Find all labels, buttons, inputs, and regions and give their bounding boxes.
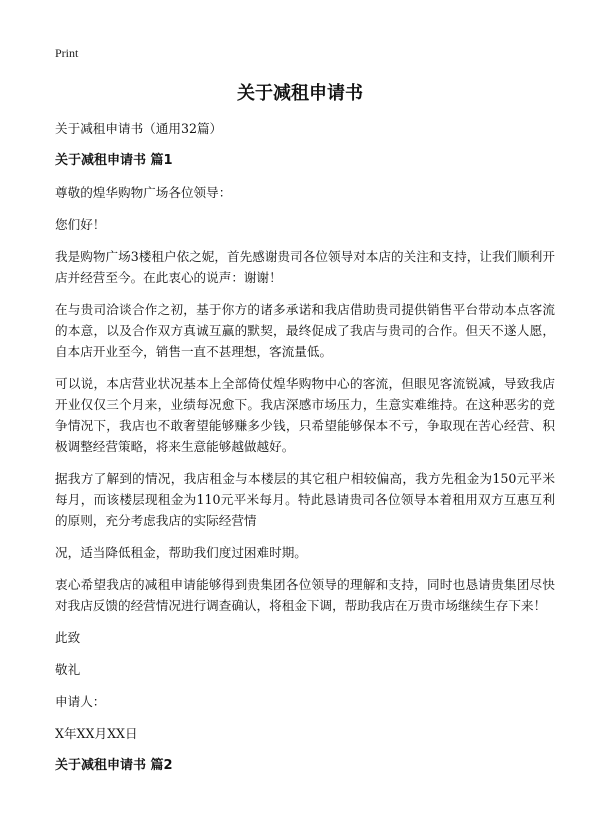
section-heading-2: 关于减租申请书 篇2 [55, 758, 173, 773]
paragraph-5: 况，适当降低租金，帮助我们度过困难时期。 [55, 545, 307, 560]
section-heading-1: 关于减租申请书 篇1 [55, 153, 173, 168]
closing-line-2: 敬礼 [55, 662, 81, 677]
subtitle: 关于减租申请书（通用32篇） [55, 121, 223, 136]
article-body [55, 118, 555, 787]
applicant-label: 申请人： [55, 694, 106, 709]
closing-line-1: 此致 [55, 630, 81, 645]
print-link[interactable]: Print [55, 46, 79, 60]
date-line: X年XX月XX日 [55, 726, 138, 741]
page-title: 关于减租申请书 [237, 83, 363, 104]
paragraph-2: 在与贵司洽谈合作之初，基于你方的诸多承诺和我店借助贵司提供销售平台带动本点客流的本意，以及合作双方真诚互赢的默契，最终促成了我店与贵司的合作。但天不遂人愿，自本店开业至今，销售一直不甚理想，客流量低。 [55, 302, 555, 359]
paragraph-3: 可以说，本店营业状况基本上全部倚仗煌华购物中心的客流，但眼见客流锐减，导致我店开业仅仅三个月来，业绩每况愈下。我店深感市场压力，生意实难维持。在这种恶劣的竞争情况下，我店也不敢奢望能够赚多少钱，只希望能够保本不亏，争取现在苦心经营、积极调整经营策略，将来生意能够越做越好。 [55, 376, 555, 454]
paragraph-1: 我是购物广场3楼租户依之妮，首先感谢贵司各位领导对本店的关注和支持，让我们顺利开店并经营至今。在此衷心的说声：谢谢！ [55, 249, 555, 285]
paragraph-6: 衷心希望我店的减租申请能够得到贵集团各位领导的理解和支持，同时也恳请贵集团尽快对我店反馈的经营情况进行调查确认，将租金下调，帮助我店在万贵市场继续生存下来！ [55, 577, 555, 613]
paragraph-4: 据我方了解到的情况，我店租金与本楼层的其它租户相较偏高，我方先租金为150元平米每月，而该楼层现租金为110元平米每月。特此恳请贵司各位领导本着租用双方互惠互利的原则，充分考虑我店的实际经营情 [55, 471, 555, 528]
greeting: 您们好！ [55, 217, 106, 232]
salutation: 尊敬的煌华购物广场各位领导： [55, 185, 232, 200]
